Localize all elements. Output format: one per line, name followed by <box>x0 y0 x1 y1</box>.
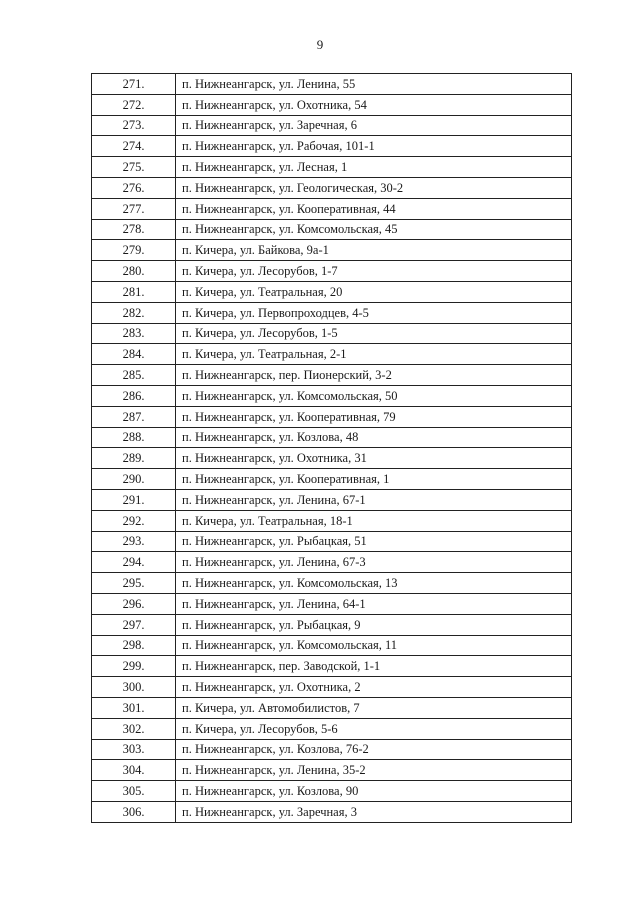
table-row <box>92 302 572 323</box>
address-cell: п. Нижнеангарск, ул. Охотника, 31 <box>176 448 572 469</box>
table-row <box>92 469 572 490</box>
address-cell: п. Кичера, ул. Театральная, 18-1 <box>176 510 572 531</box>
row-number-cell: 292. <box>92 510 176 531</box>
table-row <box>92 781 572 802</box>
row-number-cell: 272. <box>92 94 176 115</box>
table-row <box>92 261 572 282</box>
row-number-cell: 278. <box>92 219 176 240</box>
row-number-cell: 302. <box>92 718 176 739</box>
table-row <box>92 427 572 448</box>
address-cell: п. Нижнеангарск, ул. Комсомольская, 11 <box>176 635 572 656</box>
table-row <box>92 760 572 781</box>
row-number-cell: 280. <box>92 261 176 282</box>
table-row <box>92 552 572 573</box>
row-number-cell: 279. <box>92 240 176 261</box>
table-row <box>92 115 572 136</box>
table-row <box>92 739 572 760</box>
table-row <box>92 448 572 469</box>
table-row <box>92 74 572 95</box>
address-cell: п. Кичера, ул. Театральная, 2-1 <box>176 344 572 365</box>
address-cell: п. Нижнеангарск, ул. Заречная, 6 <box>176 115 572 136</box>
address-cell: п. Кичера, ул. Лесорубов, 1-5 <box>176 323 572 344</box>
table-row <box>92 385 572 406</box>
table-row <box>92 323 572 344</box>
table-row <box>92 510 572 531</box>
row-number-cell: 303. <box>92 739 176 760</box>
table-row <box>92 656 572 677</box>
row-number-cell: 306. <box>92 801 176 822</box>
row-number-cell: 282. <box>92 302 176 323</box>
table-row <box>92 198 572 219</box>
address-cell: п. Нижнеангарск, ул. Комсомольская, 13 <box>176 573 572 594</box>
row-number-cell: 299. <box>92 656 176 677</box>
address-cell: п. Нижнеангарск, ул. Геологическая, 30-2 <box>176 177 572 198</box>
address-table-body <box>92 74 572 823</box>
row-number-cell: 295. <box>92 573 176 594</box>
table-row <box>92 136 572 157</box>
row-number-cell: 287. <box>92 406 176 427</box>
row-number-cell: 290. <box>92 469 176 490</box>
row-number-cell: 293. <box>92 531 176 552</box>
address-cell: п. Нижнеангарск, ул. Рыбацкая, 9 <box>176 614 572 635</box>
row-number-cell: 286. <box>92 385 176 406</box>
row-number-cell: 294. <box>92 552 176 573</box>
row-number-cell: 305. <box>92 781 176 802</box>
row-number-cell: 298. <box>92 635 176 656</box>
address-cell: п. Нижнеангарск, ул. Кооперативная, 44 <box>176 198 572 219</box>
row-number-cell: 284. <box>92 344 176 365</box>
row-number-cell: 296. <box>92 593 176 614</box>
address-cell: п. Нижнеангарск, ул. Кооперативная, 79 <box>176 406 572 427</box>
address-cell: п. Нижнеангарск, ул. Лесная, 1 <box>176 157 572 178</box>
table-row <box>92 94 572 115</box>
row-number-cell: 288. <box>92 427 176 448</box>
table-row <box>92 801 572 822</box>
table-row <box>92 344 572 365</box>
address-cell: п. Нижнеангарск, пер. Пионерский, 3-2 <box>176 365 572 386</box>
row-number-cell: 283. <box>92 323 176 344</box>
row-number-cell: 301. <box>92 697 176 718</box>
row-number-cell: 281. <box>92 281 176 302</box>
table-row <box>92 489 572 510</box>
address-cell: п. Нижнеангарск, ул. Комсомольская, 45 <box>176 219 572 240</box>
address-cell: п. Кичера, ул. Автомобилистов, 7 <box>176 697 572 718</box>
row-number-cell: 291. <box>92 489 176 510</box>
page-number: 9 <box>316 37 324 52</box>
address-cell: п. Нижнеангарск, ул. Кооперативная, 1 <box>176 469 572 490</box>
address-cell: п. Кичера, ул. Лесорубов, 5-6 <box>176 718 572 739</box>
table-row <box>92 593 572 614</box>
table-row <box>92 677 572 698</box>
address-cell: п. Кичера, ул. Байкова, 9а-1 <box>176 240 572 261</box>
table-row <box>92 365 572 386</box>
address-table <box>91 73 572 823</box>
table-row <box>92 531 572 552</box>
row-number-cell: 275. <box>92 157 176 178</box>
address-cell: п. Нижнеангарск, ул. Охотника, 54 <box>176 94 572 115</box>
address-cell: п. Нижнеангарск, ул. Ленина, 35-2 <box>176 760 572 781</box>
row-number-cell: 289. <box>92 448 176 469</box>
address-cell: п. Нижнеангарск, ул. Ленина, 67-3 <box>176 552 572 573</box>
address-cell: п. Нижнеангарск, ул. Охотника, 2 <box>176 677 572 698</box>
address-cell: п. Кичера, ул. Первопроходцев, 4-5 <box>176 302 572 323</box>
address-cell: п. Нижнеангарск, ул. Рабочая, 101-1 <box>176 136 572 157</box>
table-row <box>92 718 572 739</box>
address-cell: п. Кичера, ул. Лесорубов, 1-7 <box>176 261 572 282</box>
address-cell: п. Нижнеангарск, ул. Рыбацкая, 51 <box>176 531 572 552</box>
row-number-cell: 276. <box>92 177 176 198</box>
row-number-cell: 277. <box>92 198 176 219</box>
table-row <box>92 573 572 594</box>
address-cell: п. Нижнеангарск, пер. Заводской, 1-1 <box>176 656 572 677</box>
table-row <box>92 635 572 656</box>
address-cell: п. Нижнеангарск, ул. Ленина, 55 <box>176 74 572 95</box>
address-cell: п. Нижнеангарск, ул. Козлова, 48 <box>176 427 572 448</box>
address-cell: п. Нижнеангарск, ул. Комсомольская, 50 <box>176 385 572 406</box>
table-row <box>92 219 572 240</box>
address-cell: п. Нижнеангарск, ул. Заречная, 3 <box>176 801 572 822</box>
address-cell: п. Нижнеангарск, ул. Ленина, 67-1 <box>176 489 572 510</box>
address-cell: п. Нижнеангарск, ул. Ленина, 64-1 <box>176 593 572 614</box>
row-number-cell: 297. <box>92 614 176 635</box>
address-cell: п. Нижнеангарск, ул. Козлова, 90 <box>176 781 572 802</box>
row-number-cell: 304. <box>92 760 176 781</box>
row-number-cell: 274. <box>92 136 176 157</box>
table-row <box>92 614 572 635</box>
row-number-cell: 285. <box>92 365 176 386</box>
table-row <box>92 177 572 198</box>
row-number-cell: 273. <box>92 115 176 136</box>
table-row <box>92 697 572 718</box>
table-row <box>92 281 572 302</box>
row-number-cell: 271. <box>92 74 176 95</box>
table-row <box>92 406 572 427</box>
address-cell: п. Нижнеангарск, ул. Козлова, 76-2 <box>176 739 572 760</box>
table-row <box>92 240 572 261</box>
address-cell: п. Кичера, ул. Театральная, 20 <box>176 281 572 302</box>
row-number-cell: 300. <box>92 677 176 698</box>
table-row <box>92 157 572 178</box>
